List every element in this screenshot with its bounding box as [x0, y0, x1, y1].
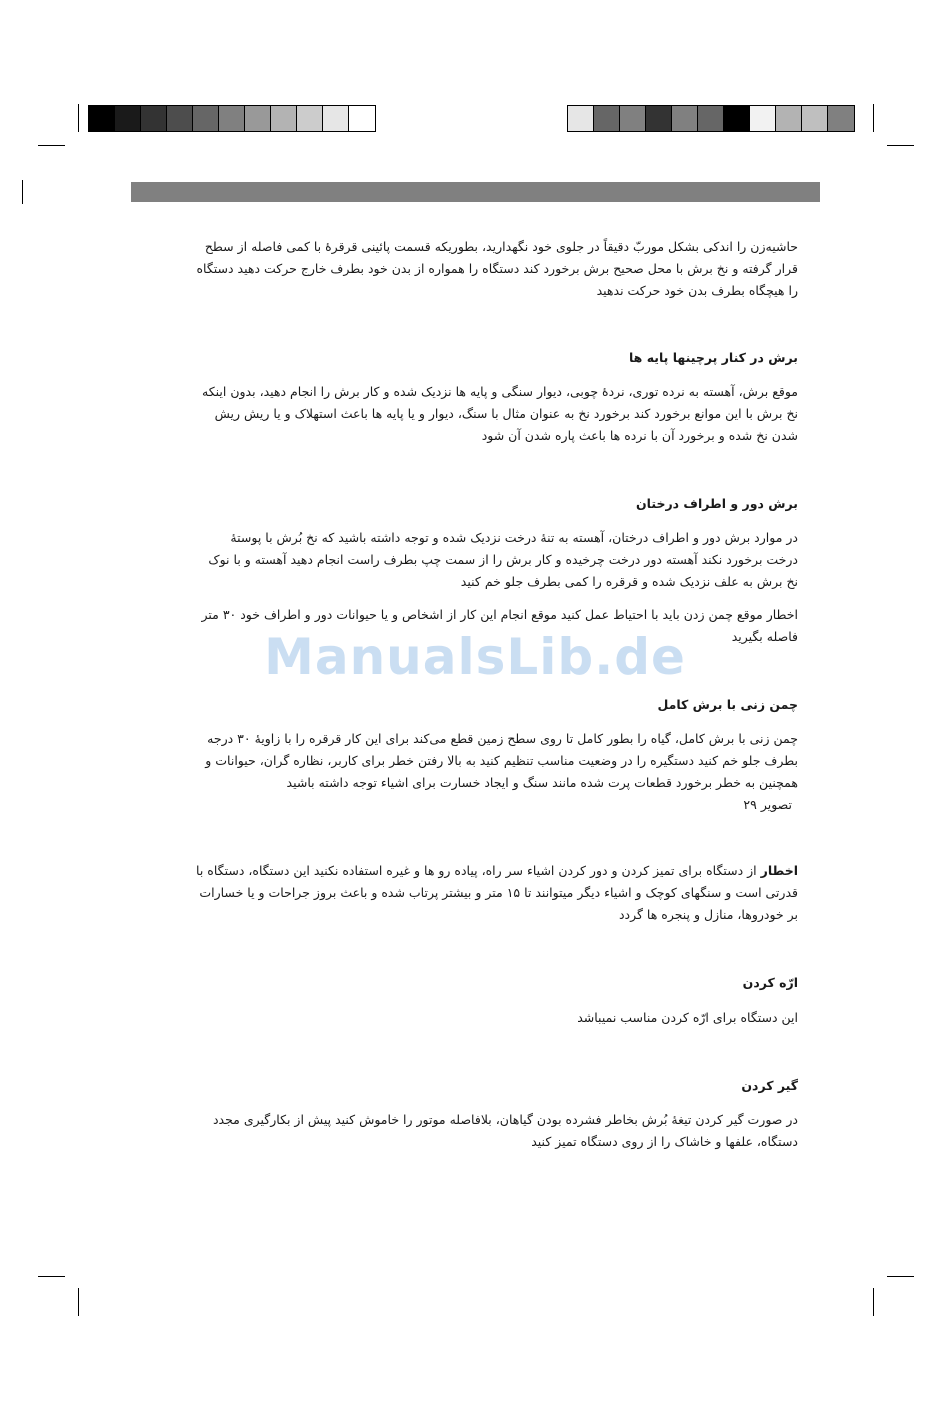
- header-bar: [131, 182, 820, 202]
- color-swatch: [115, 106, 141, 131]
- crop-mark: [22, 180, 23, 204]
- trees-paragraph: [195, 527, 798, 593]
- trees-text: در موارد برش دور و اطراف درختان، آهسته به تنهٔ درخت نزدیک شده و توجه داشته باشید که نخ بُرش با پوستهٔ درخت برخورد نکند آهسته دور درخت چرخیده و کار برش را از سمت چپ بطرف راست انجام دهید آهسته و با نوک نخ برش به علف نزدیک شده و قرقره را کمی بطرف جلو خم کنید: [208, 530, 798, 589]
- color-swatch: [724, 106, 750, 131]
- color-swatch: [245, 106, 271, 131]
- fence-paragraph: [195, 381, 798, 447]
- crop-mark: [873, 104, 874, 132]
- jam-paragraph: [195, 1109, 798, 1153]
- color-swatch: [646, 106, 672, 131]
- crop-mark: [38, 145, 65, 146]
- color-swatch: [141, 106, 167, 131]
- color-swatch: [219, 106, 245, 131]
- color-swatch: [167, 106, 193, 131]
- mowing-heading: چمن زنی با برش کامل: [657, 697, 798, 712]
- mowing-text: چمن زنی با برش کامل، گیاه را بطور کامل تا روی سطح زمین قطع می‌کند برای این کار قرقره را با زاویهٔ ۳۰ درجه بطرف جلو خم کنید دستگیره را در وضعیت مناسب تنظیم کنید به بالا رفتن خطر برای کاربر، نظاره گران، حیوانات و همچنین به خطر برخورد قطعات پرت شده مانند سنگ و ایجاد خسارت برای اشیاء توجه داشته باشید: [205, 731, 798, 790]
- section-mowing: [195, 695, 798, 715]
- intro-paragraph: [195, 236, 798, 302]
- color-swatch: [271, 106, 297, 131]
- warning2-text: [195, 860, 798, 926]
- saw-heading: ارّه کردن: [742, 975, 798, 990]
- warning-paragraph-2: [195, 860, 798, 926]
- watermark: ManualsLib.de: [264, 628, 686, 686]
- mowing-paragraph: [195, 728, 798, 816]
- section-jam: [195, 1076, 798, 1096]
- color-swatch: [828, 106, 854, 131]
- color-swatch: [89, 106, 115, 131]
- saw-text: این دستگاه برای ارّه کردن مناسب نمیباشد: [577, 1010, 798, 1025]
- warning-paragraph-1: [195, 604, 798, 648]
- color-swatch: [297, 106, 323, 131]
- trees-heading: برش دور و اطراف درختان: [636, 496, 798, 511]
- fence-heading: برش در کنار پرچینها پایه ها: [628, 350, 798, 365]
- crop-mark: [78, 1288, 79, 1316]
- crop-mark: [78, 104, 79, 132]
- color-swatch: [672, 106, 698, 131]
- crop-mark: [887, 1276, 914, 1277]
- figure-reference: تصویر ۲۹: [743, 797, 792, 812]
- crop-mark: [887, 145, 914, 146]
- fence-text: موقع برش، آهسته به نرده توری، نردهٔ چوبی، دیوار سنگی و پایه ها نزدیک شده و کار برش را انجام دهید، بدون اینکه نخ برش با این موانع برخورد کند برخورد نخ به عنوان مثال با سنگ، دیوار و یا پایه ها باعث استهلاک و یا ریش ریش شدن نخ شده و برخورد آن با نرده ها باعث پاره شدن آن شود: [202, 384, 798, 443]
- color-swatch: [193, 106, 219, 131]
- jam-text: در صورت گیر کردن تیغهٔ بُرش بخاطر فشرده بودن گیاهان، بلافاصله موتور را خاموش کنید پیش از بکارگیری مجدد دستگاه، علفها و خاشاک را از روی دستگاه تمیز کنید: [212, 1112, 798, 1149]
- crop-mark: [873, 1288, 874, 1316]
- color-swatch: [750, 106, 776, 131]
- section-trees: [195, 494, 798, 514]
- color-swatch: [620, 106, 646, 131]
- color-swatch: [323, 106, 349, 131]
- warning1-text: اخطار موقع چمن زدن باید با احتیاط عمل کنید موقع انجام این کار از اشخاص و یا حیوانات دور و اطراف خود ۳۰ متر فاصله بگیرید: [201, 607, 798, 644]
- color-calibration-bar-left: [88, 105, 376, 132]
- color-calibration-bar-right: [567, 105, 855, 132]
- color-swatch: [568, 106, 594, 131]
- warning2-label: اخطار: [760, 863, 798, 878]
- color-swatch: [698, 106, 724, 131]
- intro-text: حاشیه‌زن را اندکی بشکل موربّ دقیقاً در جلوی خود نگهدارید، بطوریکه قسمت پائینی قرقرهٔ با کمی فاصله از سطح قرار گرفته و نخ برش با محل صحیح برش برخورد کند دستگاه را همواره از بدن خود بطرف خارج حرکت دهید دستگاه را هیچگاه بطرف بدن خود حرکت ندهید: [196, 239, 798, 298]
- saw-paragraph: [195, 1007, 798, 1029]
- section-saw: [195, 973, 798, 993]
- crop-mark: [38, 1276, 65, 1277]
- jam-heading: گیر کردن: [741, 1078, 798, 1093]
- color-swatch: [776, 106, 802, 131]
- color-swatch: [802, 106, 828, 131]
- section-fences: [195, 348, 798, 368]
- color-swatch: [594, 106, 620, 131]
- color-swatch: [349, 106, 375, 131]
- warning2-body: از دستگاه برای تمیز کردن و دور کردن اشیاء سر راه، پیاده رو ها و غیره استفاده نکنید این دستگاه، دستگاه با قدرتی است و سنگهای کوچک و اشیاء دیگر میتوانند تا ۱۵ متر و بیشتر پرتاب شده و باعث بروز جراحات و یا خسارات بر خودروها، منازل و پنجره ها گردد: [196, 863, 798, 922]
